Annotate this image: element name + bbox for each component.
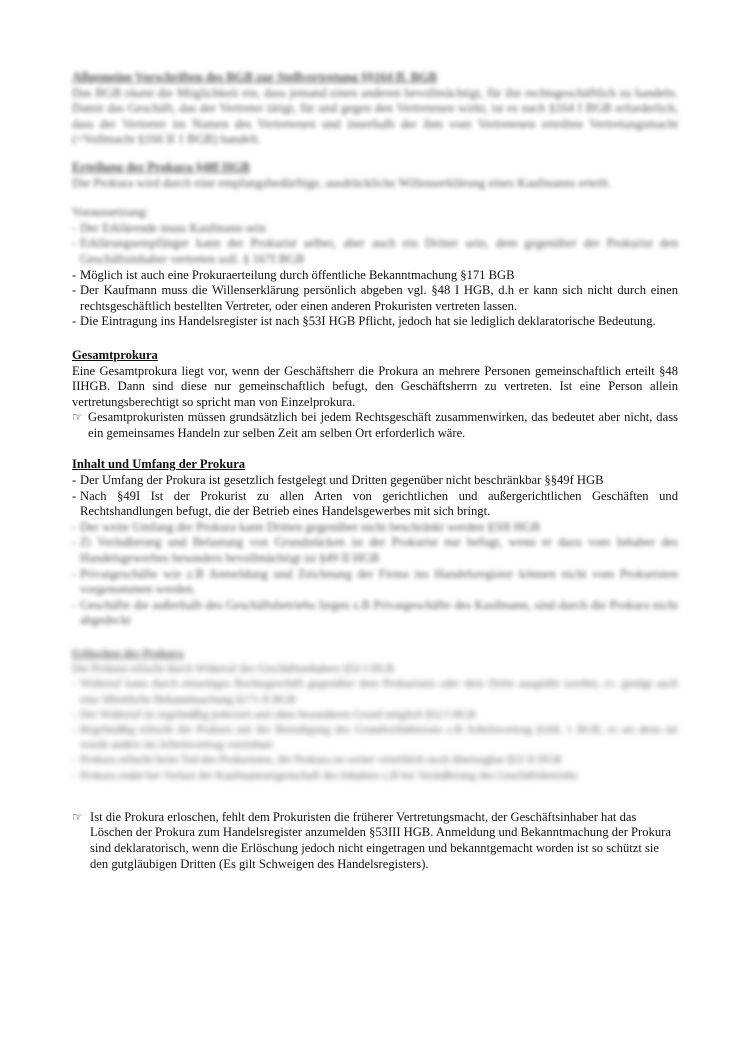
final-note-text: Ist die Prokura erloschen, fehlt dem Prokuristen die früherer Vertretungsmacht, der Geschäftsinhaber hat das Löschen der Prokura zum Handelsregister anzumelden §53III HGB. Anmeldung und Bekanntmachung der Prokura sind deklaratorisch, wenn die Erlöschung jedoch nicht eingetragen und bekanntgemacht worden ist so schützt sie den gutgläubigen Dritten (Es gilt Schweigen des Handelsregisters). — [90, 809, 671, 871]
gesamtprokura-section — [72, 348, 678, 442]
list-item: - Widerruf kann durch einseitiges Rechtsgeschäft gegenüber dem Prokuristen oder dem Dritte ausgeübt werden, ev. genügt auch eine öffentliche Bekanntmachung §171 II BGB — [72, 677, 678, 707]
list-item: - Zi Veräußerung und Belastung von Grundstücken ist der Prokurist nur befugt, wenn er dazu vom Inhaber des Handelsgewerbes besonders bevollmächtigt ist §49 II HGB — [72, 535, 678, 566]
gesamtprokura-paragraph: Eine Gesamtprokura liegt vor, wenn der Geschäftsherr die Prokura an mehrere Personen gemeinschaftlich erteilt §48 IIHGB. Dann sind diese nur gemeinschaftlich befugt, den Geschäftsherrn zu vertreten. Ist eine Person allein vertretungsberechtigt so spricht man von Einzelprokura. — [72, 363, 678, 409]
inhalt-heading: Inhalt und Umfang der Prokura — [72, 457, 246, 472]
erloeschen-intro: Die Prokura erlischt durch Widerruf des Geschäftsinhabers §52 I HGB — [72, 663, 395, 676]
erteilung-list — [72, 268, 678, 330]
pointing-hand-icon: ☞ — [72, 410, 83, 425]
intro-paragraph: Das BGB räumt die Möglichkeit ein, dass jemand einen anderen bevollmächtigt, für ihn rechtsgeschäftlich zu handeln. Damit das Geschäft, das der Vertreter tätigt, für und gegen den Vertretenen wirkt, ist es nach §164 I BGB erforderlich, dass der Vertreter im Namen des Vertretenen und innerhalb der ihm vom Vertretenen erteilten Vertretungsmacht (=Vollmacht §166 II 1 BGB) handelt. — [72, 85, 678, 147]
erteilung-conditions — [72, 205, 678, 330]
list-item: - Der Umfang der Prokura ist gesetzlich festgelegt und Dritten gegenüber nicht beschränkbar §§49f HGB — [72, 473, 678, 489]
list-item: - Prokura erlischt beim Tod des Prokuristen, die Prokura ist weiter vererblich noch übertragbar §52 II HGB — [72, 753, 678, 768]
list-item: - Privatgeschäfte wie z.B Anmeldung und Zeichnung der Firma ins Handelsregister können nicht vom Prokuristen vorgenommen werden. — [72, 567, 678, 598]
list-item: - Die Eintragung ins Handelsregister ist nach §53I HGB Pflicht, jedoch hat sie lediglich deklaratorische Bedeutung. — [72, 314, 678, 330]
intro-heading: Allgemeine Vorschriften des BGB zur Stellvertretung §§164 ff. BGB — [72, 70, 438, 84]
gesamtprokura-note — [72, 410, 678, 441]
blurred-erteilung-section — [72, 160, 678, 191]
list-item: - Geschäfte die außerhalb des Geschäftsbetriebs liegen z.B Privatgeschäfte des Kaufmann, sind durch die Prokura nicht abgedeckt — [72, 598, 678, 629]
list-item: - Der Kaufmann muss die Willenserklärung persönlich abgeben vgl. §48 I HGB, d.h er kann sich nicht durch einen rechtsgeschäftlich bestellten Vertreter, oder einen anderen Prokuristen vertreten lassen. — [72, 283, 678, 314]
list-item: - Der Widerruf ist regelmäßig jederzeit und ohne besonderen Grund möglich §52 I HGB — [72, 708, 678, 723]
voraussetzung-label: Voraussetzung: — [72, 205, 149, 220]
final-note — [72, 810, 678, 872]
list-item: - Nach §49I Ist der Prokurist zu allen Arten von gerichtlichen und außergerichtlichen Geschäften und Rechtshandlungen befugt, die der Betrieb eines Handelsgewerbes mit sich bringt. — [72, 489, 678, 520]
list-item: - Regelmäßig erlischt die Prokura mit der Beendigung des Grundverhältnisses z.B Arbeitsvertrag §168, 1 BGB, es sei denn sie wurde anders im Arbeitsvertrag vereinbart — [72, 723, 678, 753]
list-item: - Prokura endet bei Verlust der Kaufmannseigenschaft des Inhabers z.B bei Veräußerung des Geschäftsbetriebs — [72, 769, 678, 784]
blurred-condition-list — [72, 221, 678, 268]
erteilung-text: Die Prokura wird durch eine empfangsbedürftige, ausdrückliche Willenserklärung eines Kaufmanns erteilt. — [72, 175, 612, 190]
list-item: - Der Erklärende muss Kaufmann sein — [72, 221, 678, 237]
inhalt-section — [72, 457, 678, 629]
erloeschen-section — [72, 647, 678, 784]
inhalt-blurred-list — [72, 520, 678, 629]
blurred-intro-section — [72, 70, 678, 148]
erloeschen-list — [72, 677, 678, 783]
erteilung-heading: Erteilung der Prokura §48f HGB — [72, 159, 250, 174]
note-text: Gesamtprokuristen müssen grundsätzlich bei jedem Rechtsgeschäft zusammenwirken, das bedeutet aber nicht, dass ein gemeinsames Handeln zur selben Zeit am selben Ort erforderlich wäre. — [88, 410, 678, 440]
list-item: - Der weite Umfang der Prokura kann Dritten gegenüber nicht beschränkt werden §50I HGB — [72, 520, 678, 536]
erloeschen-heading: Erlöschen der Prokura — [72, 648, 184, 660]
pointing-hand-icon: ☞ — [72, 809, 83, 824]
list-item: - Möglich ist auch eine Prokuraerteilung durch öffentliche Bekanntmachung §171 BGB — [72, 268, 678, 284]
list-item: - Erklärungsempfänger kann der Prokurist selber, aber auch ein Dritter sein, dem gegenüber der Prokurist den Geschäftsinhaber vertreten soll. § 167I BGB — [72, 236, 678, 267]
inhalt-list — [72, 473, 678, 520]
gesamtprokura-heading: Gesamtprokura — [72, 347, 158, 362]
